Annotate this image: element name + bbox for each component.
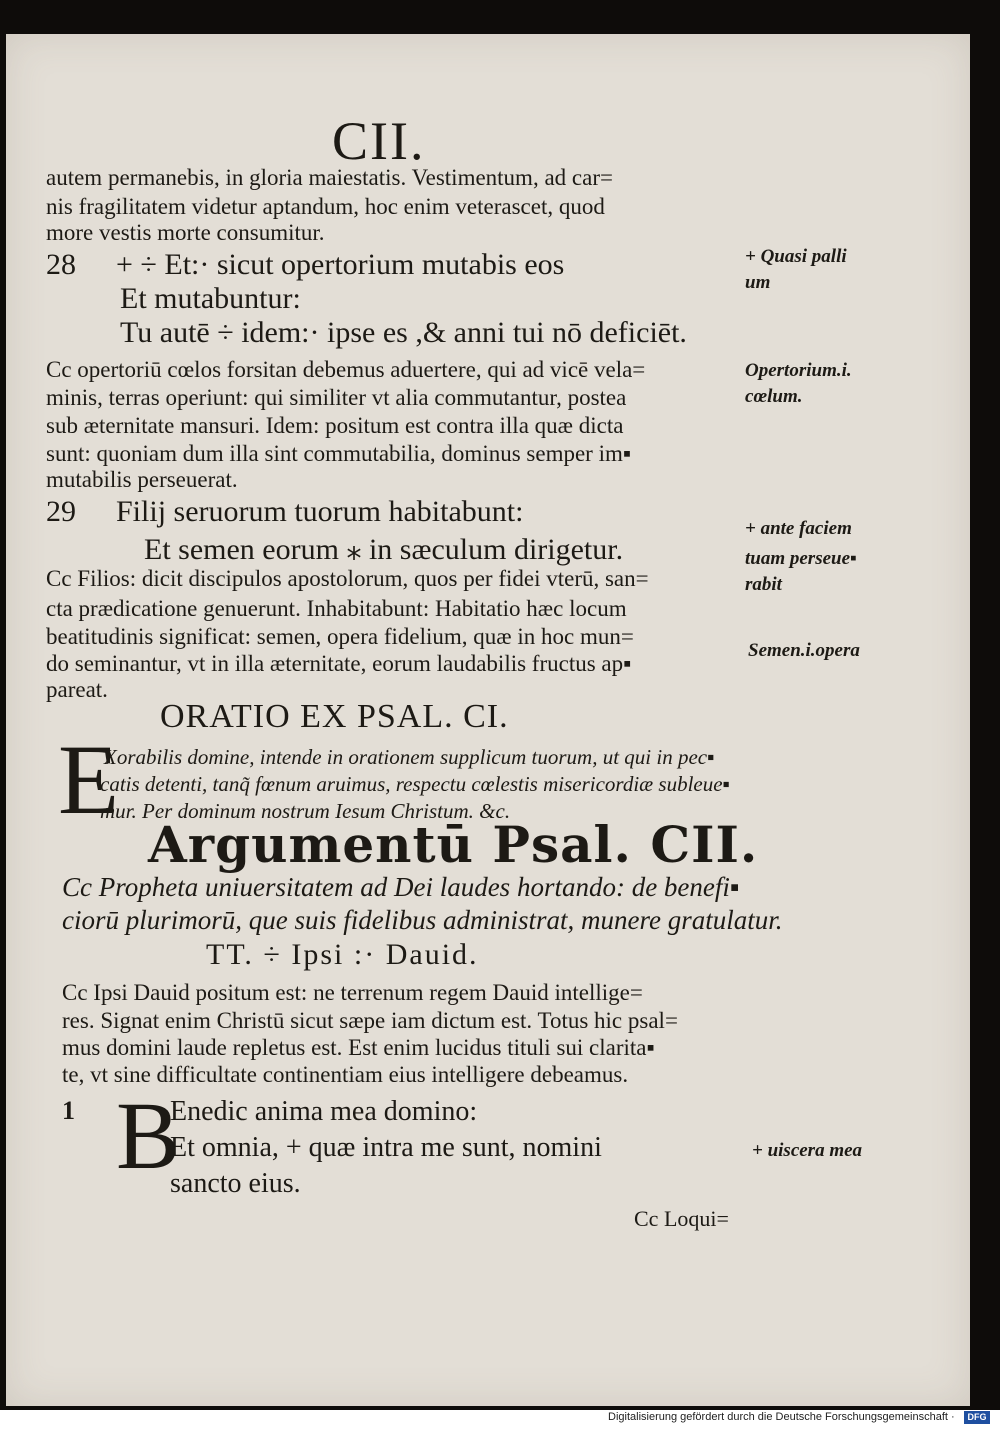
commentary-line: Cc Filios: dicit discipulos apostolorum, quos per fidei vterū, san= [46,566,649,591]
intro-line: nis fragilitatem videtur aptandum, hoc enim veterascet, quod [46,194,605,219]
verse-number: 29 [46,495,76,528]
argumentum-line: Cc Propheta uniuersitatem ad Dei laudes hortando: de benefi▪ [62,872,740,902]
oratio-dropcap: E [58,724,120,835]
verse-line: Et semen eorum ⁎ in sæculum dirigetur. [144,533,624,566]
commentary-line: Cc Ipsi Dauid positum est: ne terrenum regem Dauid intellige= [62,980,643,1005]
verse-line: + ÷ Et:· sicut opertorium mutabis eos [116,248,565,281]
verse-line: Tu autē ÷ idem:· ipse es ,& anni tui nō deficiēt. [120,316,687,349]
marginal-note: + Quasi palli [745,246,847,267]
marginal-note: + ante faciem [745,518,852,539]
marginal-note: tuam perseue▪ [745,548,857,569]
commentary-line: minis, terras operiunt: qui similiter vt alia commutantur, postea [46,385,627,410]
commentary-line: pareat. [46,677,108,702]
oratio-line: Xorabilis domine, intende in orationem supplicum tuorum, ut qui in pec▪ [104,745,715,769]
verse-line: Et mutabuntur: [120,282,301,315]
commentary-line: mus domini laude repletus est. Est enim lucidus tituli sui clarita▪ [62,1035,655,1060]
commentary-line: cta prædicatione genuerunt. Inhabitabunt: Habitatio hæc locum [46,596,627,621]
catchword: Cc Loqui= [634,1206,729,1231]
verse-number: 28 [46,248,76,281]
oratio-line: mur. Per dominum nostrum Iesum Christum. &c. [100,799,511,823]
folio-number: CII. [332,111,426,171]
verse-dropcap: B [116,1082,181,1189]
marginal-note: + uiscera mea [752,1140,863,1161]
verse-line: Enedic anima mea domino: [170,1096,478,1127]
intro-line: autem permanebis, in gloria maiestatis. Vestimentum, ad car= [46,165,613,190]
commentary-line: te, vt sine difficultate continentiam eius intelligere debeamus. [62,1062,629,1087]
commentary-line: Cc opertoriū cœlos forsitan debemus aduertere, qui ad vicē vela= [46,357,646,382]
argumentum-line: ciorū plurimorū, que suis fidelibus administrat, munere gratulatur. [62,905,783,935]
commentary-line: mutabilis perseuerat. [46,467,238,492]
verse-line: Filij seruorum tuorum habitabunt: [116,495,524,528]
commentary-line: sub æternitate mansuri. Idem: positum est contra illa quæ dicta [46,413,624,438]
commentary-line: sunt: quoniam dum illa sint commutabilia, dominus semper im▪ [46,441,632,466]
marginal-note: cœlum. [745,386,803,407]
commentary-line: res. Signat enim Christū sicut sæpe iam dictum est. Totus hic psal= [62,1008,678,1033]
intro-line: more vestis morte consumitur. [46,220,325,245]
marginal-note: Semen.i.opera [748,640,860,661]
verse-line: Et omnia, + quæ intra me sunt, nomini [170,1132,602,1163]
psalm-title-line: TT. ÷ Ipsi :· Dauid. [206,938,479,971]
oratio-heading: ORATIO EX PSAL. CI. [160,698,509,735]
verse-number: 1 [62,1096,75,1125]
marginal-note: rabit [745,574,782,595]
dfg-logo: DFG [964,1411,990,1424]
argumentum-heading: Argumentū Psal. CII. [148,815,759,874]
marginal-note: Opertorium.i. [745,360,852,381]
digitization-credit: Digitalisierung gefördert durch die Deutsche Forschungsgemeinschaft · [608,1411,955,1423]
commentary-line: beatitudinis significat: semen, opera fidelium, quæ in hoc mun= [46,624,634,649]
oratio-line: catis detenti, tanq̃ fœnum aruimus, respectu cœlestis misericordiæ subleue▪ [100,772,730,796]
marginal-note: um [745,272,771,293]
verse-line: sancto eius. [170,1168,301,1199]
commentary-line: do seminantur, vt in illa æternitate, eorum laudabilis fructus ap▪ [46,651,632,676]
